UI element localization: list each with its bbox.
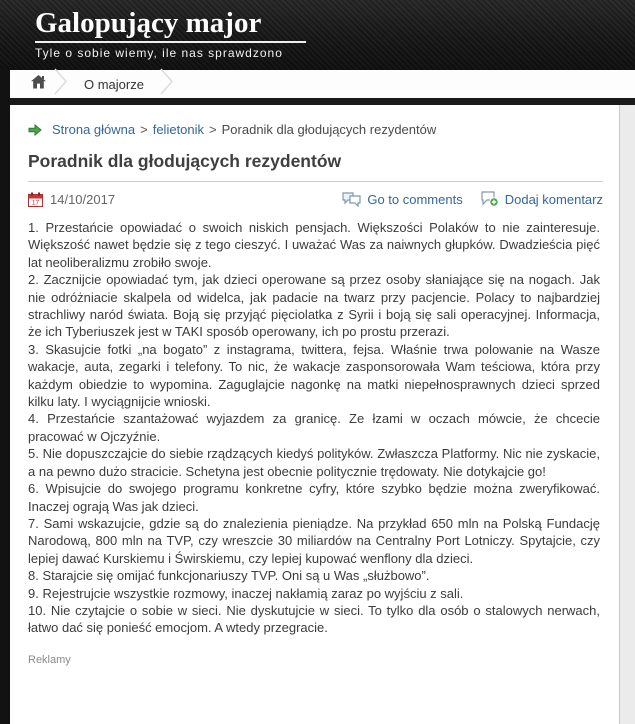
breadcrumb-separator: > bbox=[209, 122, 217, 137]
article-paragraph: 2. Zacznijcie opowiadać tym, jak dzieci operowane są przez osoby słaniające się na nogach. Jak nie odróżniacie skalpela od widelca, jak padacie na twarz przy pacjencie. Polacy to najbardziej strachliwy naród świata. Boją się przyjąć pięciolatka z Syrii i boją się sali operacyjnej. Informacja, że ich Tyberiuszek jest w TAKI sposób operowany, ich po prostu przerazi. bbox=[28, 272, 600, 340]
add-comment-label: Dodaj komentarz bbox=[504, 191, 603, 207]
article-paragraph: 8. Starajcie się omijać funkcjonariuszy TVP. Oni są u Was „służbowo”. bbox=[28, 568, 430, 584]
page-left-edge bbox=[0, 0, 10, 724]
chevron-right-icon bbox=[54, 68, 68, 100]
article-meta-links bbox=[342, 191, 603, 207]
navbar-item-o-majorze[interactable]: O majorze bbox=[84, 76, 144, 92]
comments-bubble-icon bbox=[342, 192, 361, 207]
breadcrumb-link-felietonik[interactable]: felietonik bbox=[152, 122, 205, 137]
home-button[interactable] bbox=[25, 70, 52, 98]
svg-text:17: 17 bbox=[31, 198, 40, 206]
article-paragraph: 4. Przestańcie szantażować wyjazdem za granicę. Ze łzami w oczach mówcie, że chcecie pracować w Ojczyźnie. bbox=[28, 411, 600, 444]
breadcrumb-separator: > bbox=[140, 122, 148, 137]
article-paragraph: 10. Nie czytajcie o sobie w sieci. Nie dyskutujcie w sieci. To tylko dla osób o stalowych nerwach, łatwo dać się ponieść emocjom. A wtedy przegracie. bbox=[28, 602, 600, 636]
breadcrumb-link-home[interactable]: Strona główna bbox=[52, 122, 136, 137]
article-paragraph: 6. Wpisujcie do swojego programu konkretne cyfry, które szybko będzie można zweryfikować. Inaczej ograją Was jak dzieci. bbox=[28, 481, 600, 514]
add-comment-link[interactable] bbox=[481, 191, 603, 207]
article-title: Poradnik dla głodujących rezydentów bbox=[28, 151, 603, 182]
breadcrumb-current: Poradnik dla głodujących rezydentów bbox=[221, 122, 437, 137]
add-comment-bubble-icon bbox=[481, 191, 499, 207]
breadcrumb bbox=[28, 122, 603, 137]
chevron-right-icon bbox=[160, 68, 174, 100]
go-to-comments-label: Go to comments bbox=[367, 191, 463, 207]
content-panel bbox=[10, 105, 620, 724]
article-date bbox=[28, 192, 115, 207]
calendar-icon bbox=[28, 192, 43, 207]
article-body bbox=[28, 219, 600, 637]
site-title[interactable]: Galopujący major bbox=[35, 8, 306, 43]
home-icon bbox=[31, 75, 46, 94]
article-paragraph: 1. Przestańcie opowiadać o swoich niskich pensjach. Większości Polaków to nie zainteresuje. Większość nawet będzie się z tego cieszyć. I uważać Was za naiwnych głupków. Dwadzieścia pięć lat neoliberalizmu zrobiło swoje. bbox=[28, 220, 600, 270]
article-paragraph: 9. Rejestrujcie wszystkie rozmowy, inaczej nakłamią zaraz po wyjściu z sali. bbox=[28, 585, 464, 601]
site-tagline: Tyle o sobie wiemy, ile nas sprawdzono bbox=[35, 46, 283, 61]
article-meta bbox=[28, 191, 603, 207]
go-to-comments-link[interactable] bbox=[342, 192, 462, 207]
article-date-text: 14/10/2017 bbox=[50, 191, 116, 207]
article-paragraph: 3. Skasujcie fotki „na bogato” z instagrama, twittera, fejsa. Właśnie trwa polowanie na Wasze wakacje, auta, zegarki i telefony. To nic, że wakacje zasponsorowała Wam teściowa, która przy każdym obiedzie to wypomina. Zaguglajcie nagonkę na matki niepełnosprawnych dzieci sprzed kilku laty. I wyciągnijcie wnioski. bbox=[28, 341, 600, 410]
article-paragraph: 7. Sami wskazujcie, gdzie są do znalezienia pieniądze. Na przykład 650 mln na Polską Fundację Narodową, 800 mln na TVP, czy wreszcie 30 miliardów na Centralny Port Lotniczy. Spytajcie, czy lepiej dawać Kurskiemu i Świrskiemu, czy lepiej kupować wenflony dla dzieci. bbox=[28, 515, 600, 566]
green-arrow-icon bbox=[28, 124, 42, 136]
ads-label: Reklamy bbox=[28, 653, 71, 666]
site-header bbox=[0, 0, 635, 70]
article-paragraph: 5. Nie dopuszczajcie do siebie rządzących kiedyś polityków. Zwłaszcza Platformy. Nic nie zyskacie, a na pewno dużo stracicie. Schetyna jest obecnie politycznie trędowaty. Nie dotykajcie go! bbox=[28, 446, 600, 479]
main-navbar bbox=[10, 70, 635, 98]
navbar-divider bbox=[10, 98, 635, 105]
